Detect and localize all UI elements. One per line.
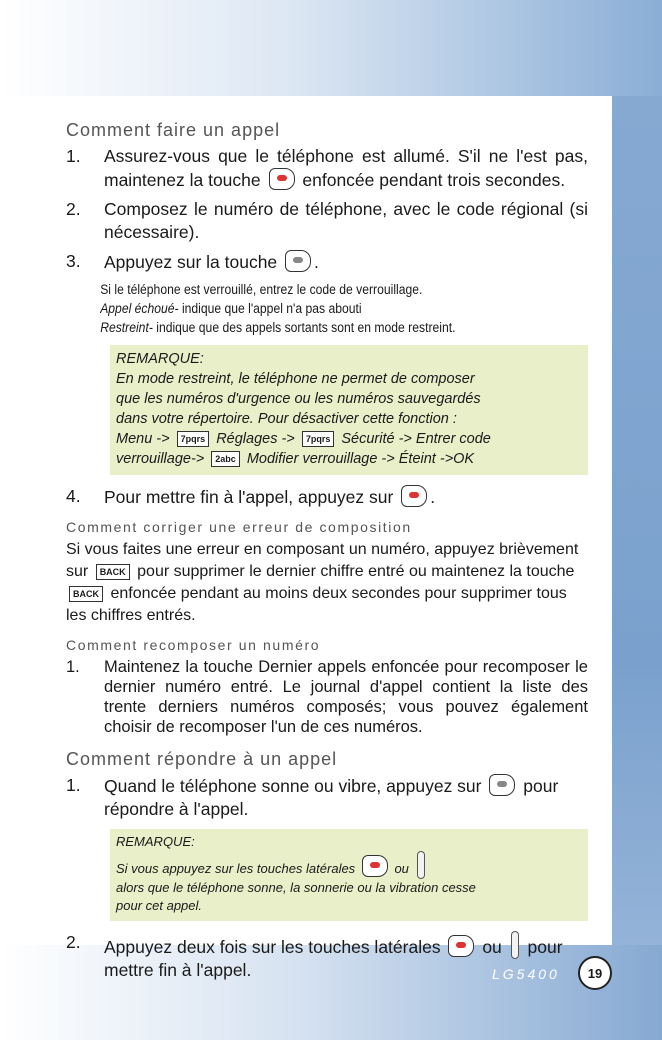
end-key-icon [448, 935, 474, 957]
key-7-icon: 7pqrs [302, 431, 335, 447]
step-1: 1. Assurez-vous que le téléphone est allumé. S'il ne l'est pas, maintenez la touche enfoncée pendant trois secondes. [66, 146, 588, 190]
footer-model-name: LG5400 [492, 966, 560, 982]
step-repondre-2: 2. Appuyez deux fois sur les touches latérales ou pour mettre fin à l'appel. [66, 932, 563, 980]
end-key-icon [269, 168, 295, 190]
end-key-icon [401, 485, 427, 507]
remark-box-repondre: REMARQUE:Si vous appuyez sur les touches latérales ou alors que le téléphone sonne, la sonnerie ou la vibration cesse pour cet appel. [110, 829, 588, 921]
section-heading-faire-appel: Comment faire un appel [66, 120, 281, 140]
manual-page [66, 120, 588, 988]
step-4: 4. Pour mettre fin à l'appel, appuyez sur . [66, 486, 436, 507]
back-key-icon: BACK [69, 586, 103, 602]
send-key-icon [489, 774, 515, 796]
step-3: 3. Appuyez sur la touche . [66, 251, 319, 272]
end-key-icon [362, 855, 388, 877]
section-heading-recomposer: Comment recomposer un numéro [66, 637, 321, 653]
side-key-icon [417, 851, 425, 879]
section-heading-repondre: Comment répondre à un appel [66, 749, 338, 769]
right-decor-band [612, 96, 662, 1040]
send-key-icon [285, 250, 311, 272]
top-decor-band [0, 0, 662, 96]
step-2: 2. Composez le numéro de téléphone, avec le code régional (si nécessaire). [66, 199, 588, 242]
remark-box-restreint: REMARQUE:En mode restreint, le téléphone ne permet de composer que les numéros d'urgence ou les numéros sauvegardés dans votre répertoire. Pour désactiver cette fonction : Menu -> 7pqrs Réglages -> 7pqrs Sécurité -> Entrer code verrouillage-> 2abc Modifier verrouillage -> Éteint ->OK [110, 345, 588, 475]
key-7-icon: 7pqrs [177, 431, 210, 447]
page-number-badge: 19 [578, 956, 612, 990]
note-line-3: Restreint- indique que des appels sortants sont en mode restreint. [100, 320, 456, 335]
side-key-icon [511, 931, 519, 959]
section-heading-corriger: Comment corriger une erreur de composition [66, 519, 412, 535]
step-recomposer: 1. Maintenez la touche Dernier appels enfoncée pour recomposer le dernier numéro entré. Le journal d'appel contient la liste des trente derniers numéros composés; vous pouvez également choisir de recomposer l'un de ces numéros. [66, 658, 588, 736]
step-repondre-1: 1. Quand le téléphone sonne ou vibre, appuyez sur pour répondre à l'appel. [66, 775, 559, 819]
note-line-1: Si le téléphone est verrouillé, entrez le code de verrouillage. [100, 282, 423, 297]
note-line-2: Appel échoué- indique que l'appel n'a pas abouti [100, 301, 362, 316]
key-2-icon: 2abc [211, 451, 240, 467]
paragraph-corriger: Si vous faites une erreur en composant un numéro, appuyez brièvement sur BACK pour supprimer le dernier chiffre entré ou maintenez la touche BACK enfoncée pendant au moins deux secondes pour supprimer tous les chiffres entrés. [66, 541, 579, 624]
back-key-icon: BACK [96, 564, 130, 580]
